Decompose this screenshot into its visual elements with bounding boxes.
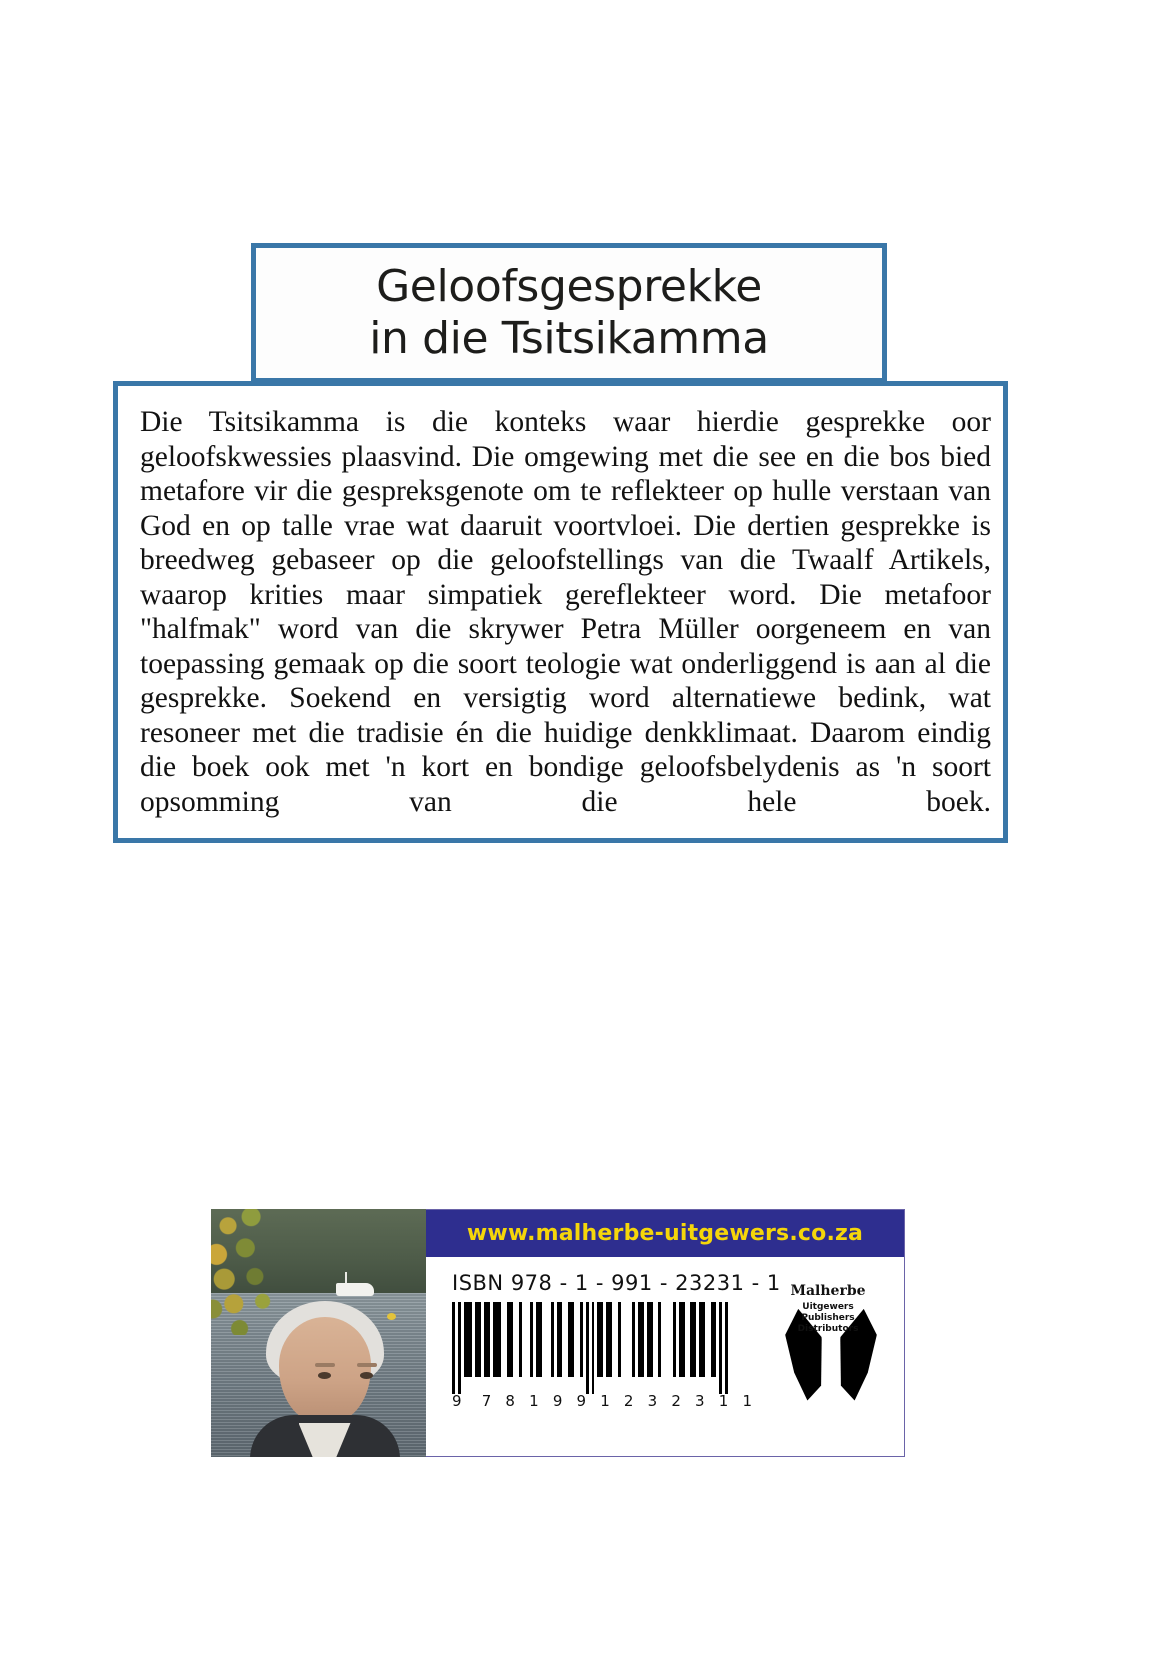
author-photo [211, 1209, 426, 1457]
barcode-digit: 9 [552, 1392, 563, 1410]
photo-person-brow-left [315, 1363, 335, 1367]
publisher-panel [426, 1209, 905, 1457]
barcode-bars [452, 1302, 762, 1394]
photo-person-eye-left [318, 1372, 331, 1379]
barcode-digit: 8 [505, 1392, 515, 1410]
barcode-digits [452, 1392, 752, 1410]
blurb-text: Die Tsitsikamma is die konteks waar hierdie gesprekke oor geloofskwessies plaasvind. Die omgewing met die see en die bos bied metafore vir die gespreksgenote om te reflekteer op hulle verstaan van God en op talle vrae wat daaruit voortvloei. Die dertien gesprekke is breedweg gebaseer op die geloofstellings van die Twaalf Artikels, waarop krities maar simpatiek gereflekteer word. Die metafoor "halfmak" word van die skrywer Petra Müller oorgeneem en van toepassing gemaak op die soort teologie wat onderliggend is aan al die gesprekke. Soekend en versigtig word alternatiewe bedink, wat resoneer met die tradisie én die huidige denkklimaat. Daarom eindig die boek ook met 'n kort en bondige geloofsbelydenis as 'n soort opsomming van die hele boek. [140, 406, 991, 818]
photo-person-eye-right [360, 1372, 373, 1379]
barcode-digit: 1 [718, 1392, 729, 1410]
publisher-logo-line-2: Publishers [801, 1313, 855, 1323]
barcode-digit: 1 [742, 1392, 752, 1410]
barcode-digit: 1 [529, 1392, 539, 1410]
barcode-digit: 9 [576, 1392, 587, 1410]
barcode-digit: 2 [623, 1392, 634, 1410]
barcode-digit: 3 [695, 1392, 705, 1410]
photo-person-face [279, 1317, 371, 1423]
book-title-line-1: Geloofsgesprekke [376, 261, 762, 313]
publisher-logo [762, 1265, 894, 1450]
publisher-logo-line-3: Distributors [797, 1324, 859, 1334]
barcode-digit: 3 [647, 1392, 658, 1410]
publisher-logo-line-1: Uitgewers [802, 1302, 854, 1312]
book-title-plate [251, 243, 887, 383]
blurb-panel [113, 381, 1008, 843]
barcode-digit: 7 [481, 1392, 492, 1410]
colophon-block [211, 1209, 890, 1457]
publisher-website-link[interactable]: www.malherbe-uitgewers.co.za [466, 1221, 864, 1246]
photo-boat [336, 1283, 374, 1296]
barcode-block [444, 1265, 781, 1450]
publisher-website-banner[interactable] [426, 1210, 904, 1257]
barcode-digit: 2 [671, 1392, 681, 1410]
book-title-line-2: in die Tsitsikamma [369, 313, 769, 364]
isbn-label: ISBN 978 - 1 - 991 - 23231 - 1 [452, 1271, 781, 1295]
publisher-logo-inner [762, 1277, 894, 1405]
photo-person-brow-right [357, 1363, 377, 1367]
photo-person [250, 1301, 400, 1457]
publisher-logo-name: Malherbe [790, 1283, 866, 1299]
barcode-digit: 9 [452, 1392, 462, 1410]
barcode-area [426, 1257, 904, 1456]
barcode-digit: 1 [600, 1392, 610, 1410]
barcode-bar [725, 1302, 728, 1394]
